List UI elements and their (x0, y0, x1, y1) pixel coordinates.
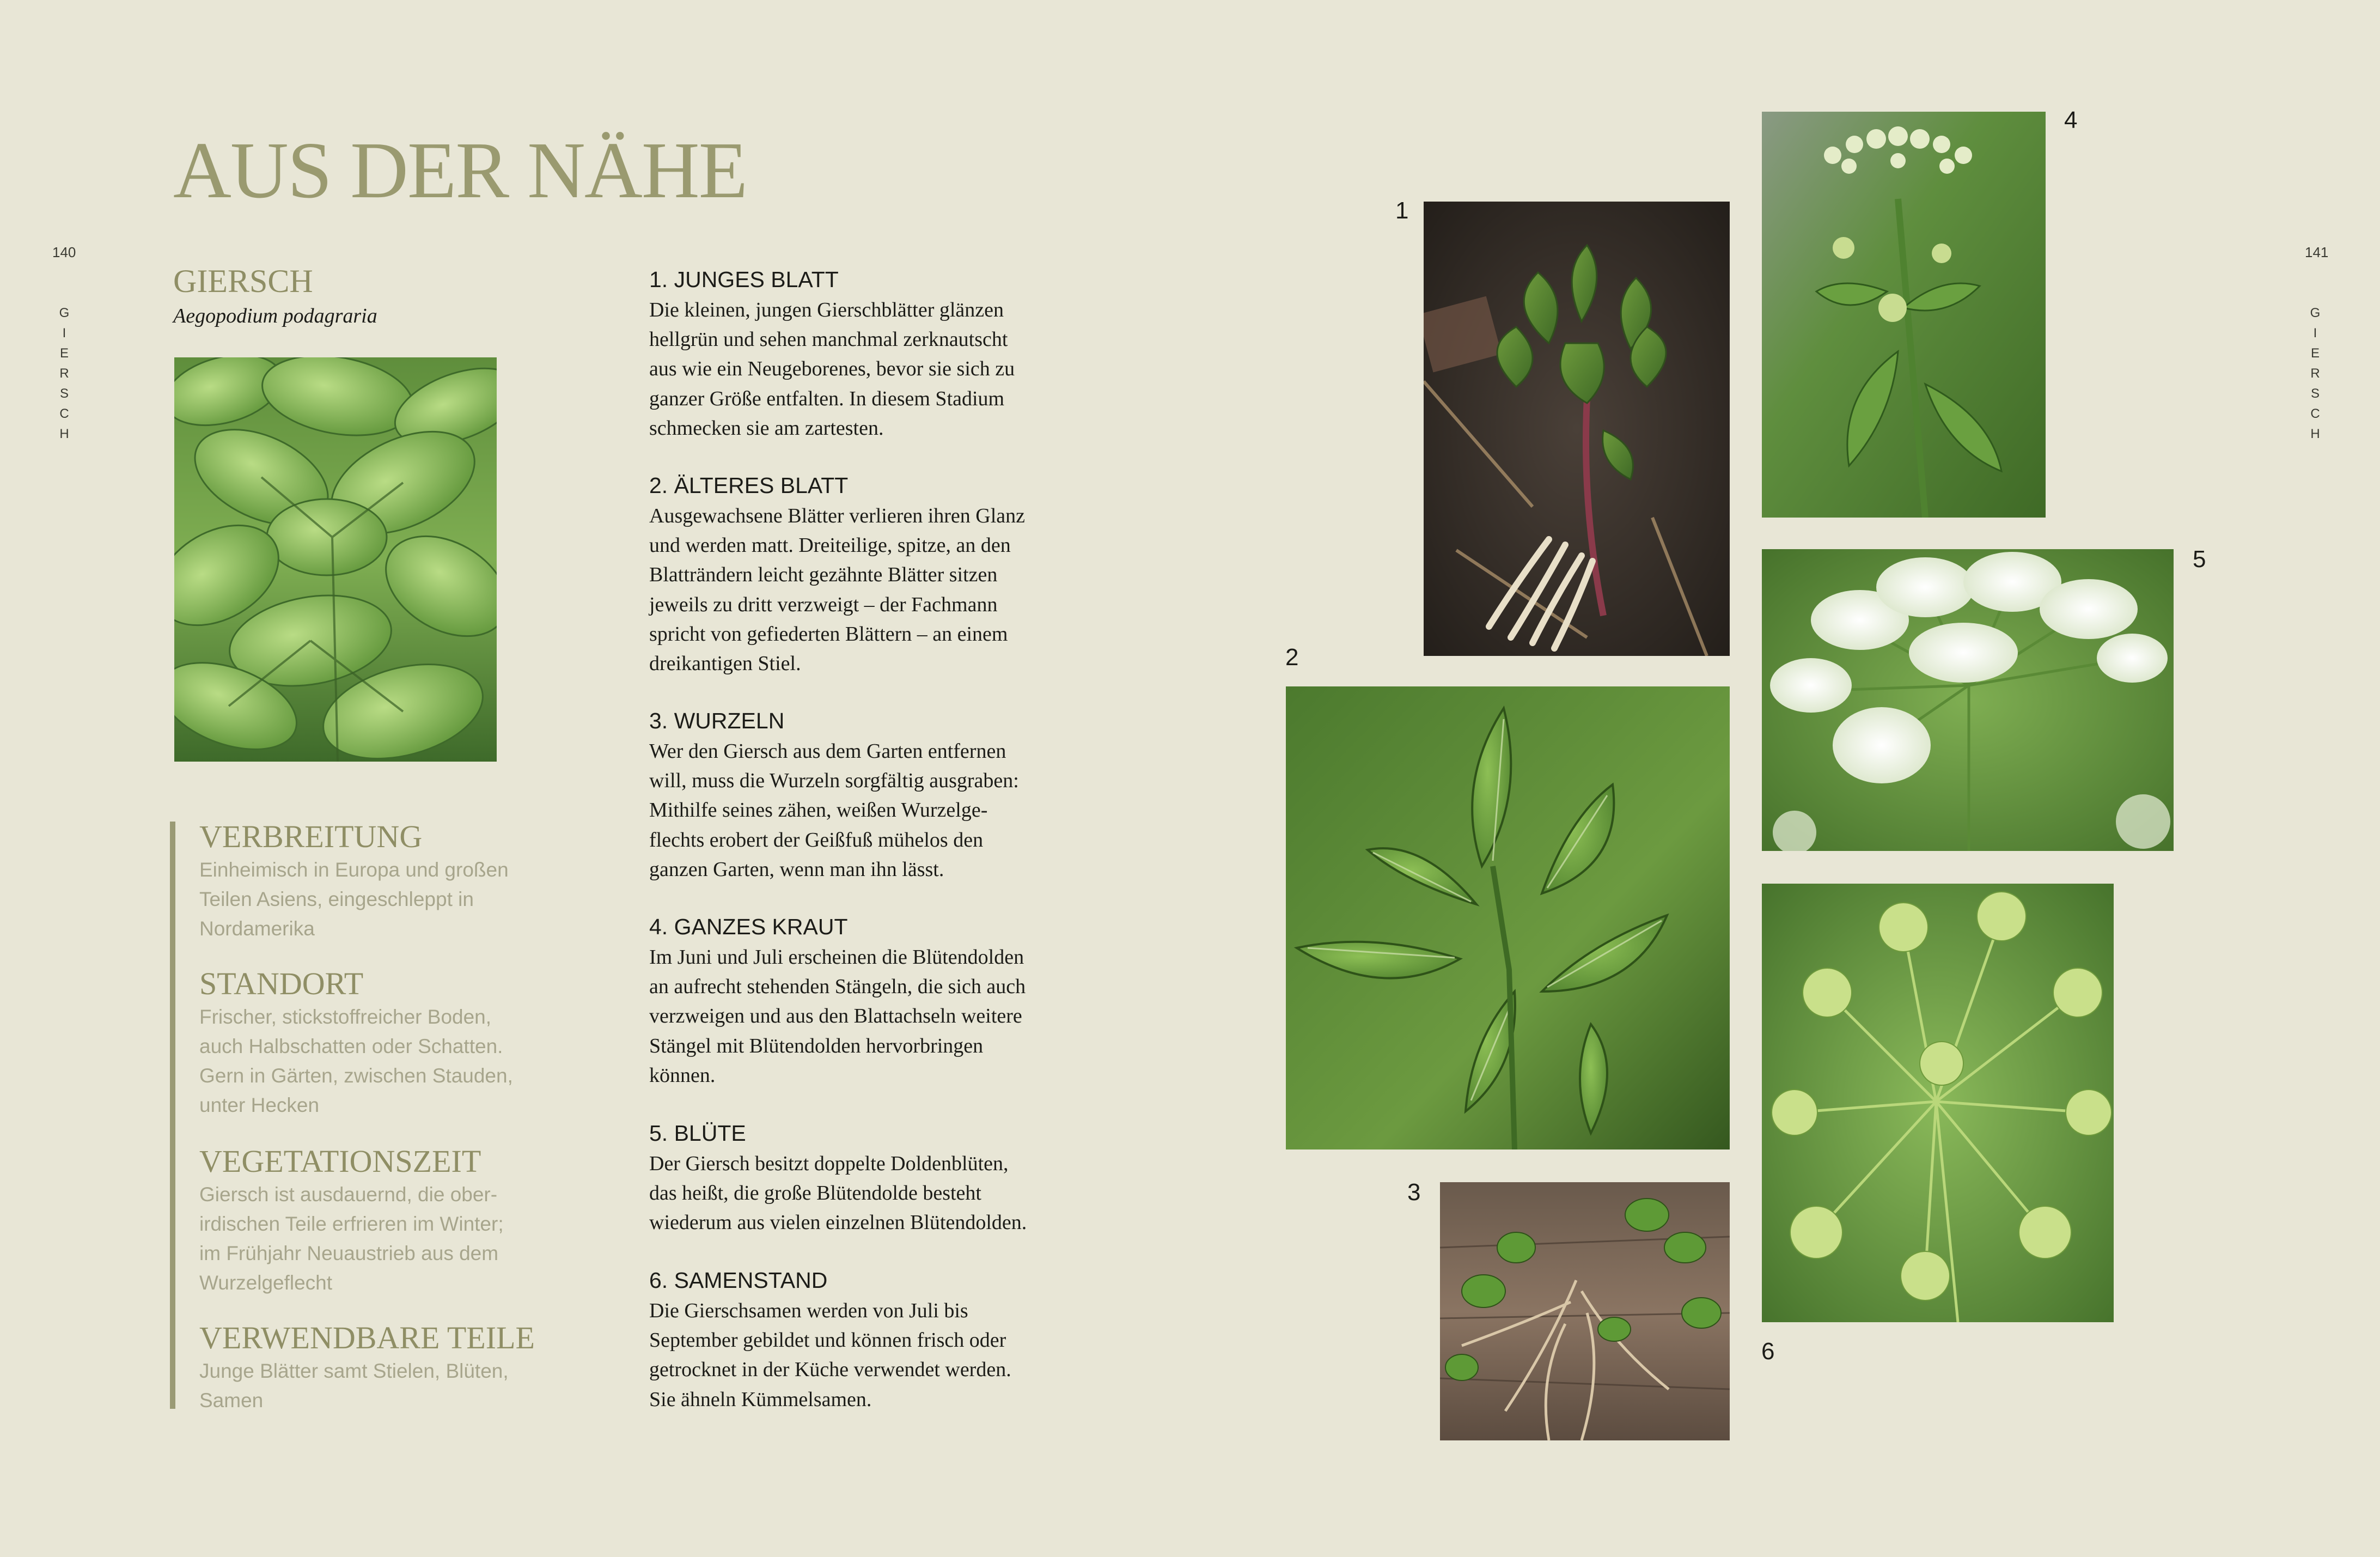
photo-label-2: 2 (1285, 644, 1299, 671)
section-text (649, 1149, 1074, 1238)
fact-text (199, 1002, 526, 1120)
section-line: spricht von gefiederten Blättern – an einem (649, 622, 1008, 646)
section-line: Im Juni und Juli erscheinen die Blütendolden (649, 946, 1024, 969)
photo-seed-head (1762, 884, 2114, 1322)
section-line: ganzen Garten, wenn man ihn lässt. (649, 857, 944, 881)
plant-name: GIERSCH (173, 263, 313, 299)
fact-text (199, 1180, 526, 1298)
photo-roots (1440, 1182, 1730, 1440)
running-title-right (2307, 303, 2323, 444)
section-line: wiederum aus vielen einzelnen Blütendolden. (649, 1211, 1027, 1234)
photo-older-leaf (1286, 686, 1730, 1149)
running-title-letter: G (2310, 306, 2321, 320)
fact-line: Wurzelgeflecht (199, 1272, 333, 1294)
running-title-letter: H (59, 427, 69, 441)
section-line: Stängel mit Blütendolden hervorbringen (649, 1034, 984, 1057)
fact-line: Junge Blätter samt Stielen, Blüten, (199, 1360, 509, 1382)
fact-heading: VERBREITUNG (199, 819, 423, 854)
running-title-letter: H (2310, 427, 2320, 441)
section-line: September gebildet und können frisch oder (649, 1329, 1006, 1352)
section-text (649, 501, 1074, 678)
fact-heading: VERWENDBARE TEILE (199, 1320, 535, 1355)
fact-text (199, 1357, 526, 1415)
section-line: dreikantigen Stiel. (649, 652, 801, 676)
section-line: Die Gierschsamen werden von Juli bis (649, 1299, 968, 1322)
section-line: Ausgewachsene Blätter verlieren ihren Glanz (649, 504, 1026, 527)
section-heading: 2. ÄLTERES BLATT (649, 473, 849, 498)
fact-heading: VEGETATIONSZEIT (199, 1144, 481, 1179)
page-number-right: 141 (2305, 244, 2329, 260)
page-number-left: 140 (52, 244, 76, 260)
fact-line: Frischer, stickstoffreicher Boden, (199, 1006, 492, 1028)
fact-line: Gern in Gärten, zwischen Stauden, (199, 1065, 513, 1087)
sidebar-rule (170, 822, 175, 1409)
running-title-letter: E (59, 346, 69, 361)
running-title-letter: S (59, 386, 69, 401)
fact-line: im Frühjahr Neuaustrieb aus dem (199, 1242, 499, 1264)
section-text (649, 1296, 1074, 1414)
section-heading: 1. JUNGES BLATT (649, 267, 839, 292)
running-title-letter: E (2310, 346, 2320, 361)
section-line: Sie ähneln Kümmelsamen. (649, 1388, 872, 1411)
section-text (649, 942, 1074, 1090)
photo-young-leaf (1424, 202, 1730, 656)
section-line: Blatträndern leicht gezähnte Blätter sitzen (649, 563, 998, 587)
section-line: schmecken sie am zartesten. (649, 416, 884, 440)
section-heading: 6. SAMENSTAND (649, 1268, 828, 1293)
section-line: Der Giersch besitzt doppelte Doldenblüten, (649, 1152, 1009, 1175)
section-line: können. (649, 1063, 716, 1087)
running-title-letter: G (59, 306, 70, 320)
section-line: flechts erobert der Geißfuß mühelos den (649, 828, 984, 852)
section-line: ganzer Größe entfalten. In diesem Stadium (649, 387, 1005, 410)
running-title-letter: R (2310, 366, 2320, 381)
section-line: will, muss die Wurzeln sorgfältig ausgraben: (649, 769, 1019, 793)
fact-line: Giersch ist ausdauernd, die ober- (199, 1183, 498, 1206)
section-line: aus wie ein Neugeborenes, bevor sie sich zu (649, 357, 1015, 381)
section-heading: 3. WURZELN (649, 708, 785, 733)
section-line: Wer den Giersch aus dem Garten entfernen (649, 740, 1006, 763)
fact-line: Nordamerika (199, 917, 315, 940)
fact-line: Teilen Asiens, eingeschleppt in (199, 888, 474, 910)
running-title-letter: C (59, 406, 69, 421)
section-heading: 4. GANZES KRAUT (649, 914, 848, 939)
fact-line: Samen (199, 1389, 264, 1412)
photo-label-4: 4 (2064, 107, 2078, 133)
fact-text (199, 855, 526, 944)
section-line: hellgrün und sehen manchmal zerknautscht (649, 328, 1008, 351)
fact-line: unter Hecken (199, 1094, 320, 1116)
running-title-letter: I (2313, 326, 2317, 340)
section-line: jeweils zu dritt verzweigt – der Fachmann (649, 593, 998, 616)
section-text (649, 295, 1074, 443)
photo-label-6: 6 (1761, 1338, 1775, 1365)
photo-label-3: 3 (1407, 1179, 1421, 1206)
running-title-letter: S (2310, 386, 2320, 401)
page-title: AUS DER NÄHE (173, 126, 747, 215)
section-line: Die kleinen, jungen Gierschblätter glänzen (649, 299, 1004, 321)
section-text (649, 737, 1074, 884)
section-line: und werden matt. Dreiteilige, spitze, an den (649, 534, 1011, 557)
photo-label-5: 5 (2193, 546, 2206, 573)
section-line: an aufrecht stehenden Stängeln, die sich auch (649, 975, 1026, 999)
section-heading: 5. BLÜTE (649, 1121, 746, 1146)
giersch-leaves-photo (174, 357, 497, 762)
running-title-letter: C (2310, 406, 2320, 421)
section-line: das heißt, die große Blütendolde besteht (649, 1182, 981, 1205)
running-title-letter: R (59, 366, 69, 381)
photo-whole-plant (1762, 112, 2046, 518)
plant-latin-name: Aegopodium podagraria (173, 305, 377, 327)
photo-flower-umbel (1762, 549, 2174, 851)
fact-line: auch Halbschatten oder Schatten. (199, 1035, 503, 1057)
photo-label-1: 1 (1395, 197, 1409, 224)
section-line: verzweigen und aus den Blattachseln weitere (649, 1005, 1022, 1028)
section-line: getrocknet in der Küche verwendet werden. (649, 1358, 1011, 1382)
running-title-letter: I (62, 326, 66, 340)
fact-heading: STANDORT (199, 966, 364, 1001)
running-title-left (56, 303, 72, 444)
fact-line: Einheimisch in Europa und großen (199, 859, 509, 881)
fact-line: irdischen Teile erfrieren im Winter; (199, 1213, 504, 1235)
section-line: Mithilfe seines zähen, weißen Wurzelge- (649, 799, 988, 822)
